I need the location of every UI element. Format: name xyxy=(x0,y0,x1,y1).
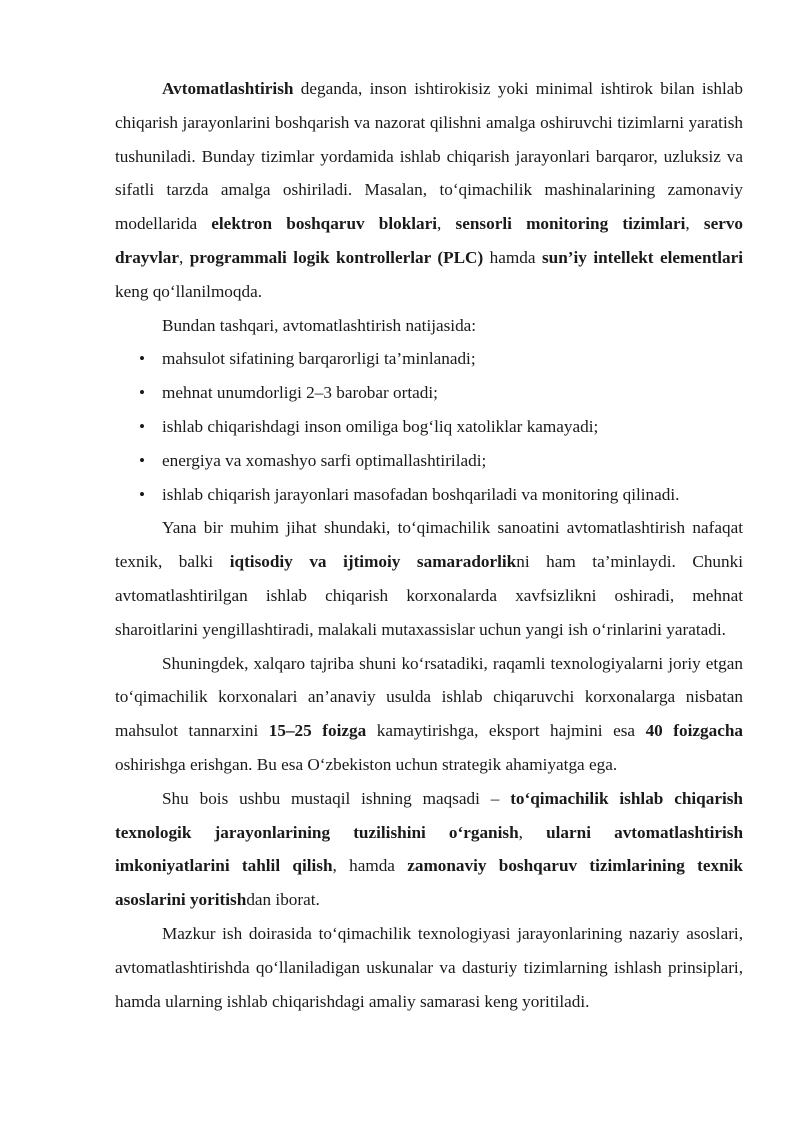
bullet-icon: • xyxy=(139,416,146,436)
bullet-icon: • xyxy=(139,450,146,470)
figure-export-growth: 40 foizgacha xyxy=(645,721,743,741)
paragraph-scope: Mazkur ish doirasida to‘qimachilik texnologiyasi jarayonlarining nazariy asoslari, avtomatlashtirishda qo‘llaniladigan uskunalar va dasturiy tizimlarning ishlash prinsiplari, hamda ularning ishlab chiqarishdagi amaliy samarasi keng yoritiladi. xyxy=(115,923,743,1011)
bullet-icon: • xyxy=(139,484,146,504)
list-item: • energiya va xomashyo sarfi optimallashtiriladi; xyxy=(115,444,743,478)
list-item: • ishlab chiqarishdagi inson omiliga bog‘liq xatoliklar kamayadi; xyxy=(115,410,743,444)
list-item: • mahsulot sifatining barqarorligi ta’minlanadi; xyxy=(115,342,743,376)
term-electronic-control-blocks: elektron boshqaruv bloklari xyxy=(211,214,438,234)
document-body xyxy=(115,72,743,1018)
bullet-icon: • xyxy=(139,349,146,369)
paragraph-goal: Shu bois ushbu mustaqil ishning maqsadi – to‘qimachilik ishlab chiqarish texnologik jarayonlarining tuzilishini o‘rganish, ularni avtomatlashtirish imkoniyatlarini tahlil qilish, hamda zamonaviy boshqaruv tizimlarining texnik asoslarini yoritishdan iborat. xyxy=(115,788,744,910)
paragraph-importance: Yana bir muhim jihat shundaki, to‘qimachilik sanoatini avtomatlashtirish nafaqat texnik, balki iqtisodiy va ijtimoiy samaradorlikni ham ta’minlaydi. Chunki avtomatlashtirilgan ishlab chiqarish korxonalarda xavfsizlikni oshiradi, mehnat sharoitlarini yengillashtiradi, malakali mutaxassislar uchun yangi ish o‘rinlarini yaratadi. xyxy=(115,518,743,639)
term-automation: Avtomatlashtirish xyxy=(162,79,294,98)
list-item: • ishlab chiqarish jarayonlari masofadan boshqariladi va monitoring qilinadi. xyxy=(115,478,743,512)
results-list xyxy=(115,342,743,511)
term-plc: programmali logik kontrollerlar (PLC) xyxy=(189,247,484,267)
figure-cost-reduction: 15–25 foizga xyxy=(268,721,367,741)
term-economic-social-efficiency: iqtisodiy va ijtimoiy samaradorlik xyxy=(229,552,517,572)
goal-technical-foundations: zamonaviy boshqaruv tizimlarining texnik asoslarini yoritish xyxy=(115,856,743,910)
term-ai-elements: sun’iy intellekt elementlari xyxy=(541,247,743,267)
bullet-icon: • xyxy=(139,383,146,403)
paragraph-experience: Shuningdek, xalqaro tajriba shuni ko‘rsatadiki, raqamli texnologiyalarni joriy etgan to‘qimachilik korxonalari an’anaviy usulda ishlab chiqaruvchi korxonalarga nisbatan mahsulot tannarxini 15–25 foizga kamaytirishga, eksport hajmini esa 40 foizgacha oshirishga erishgan. Bu esa O‘zbekiston uchun strategik ahamiyatga ega. xyxy=(115,653,743,774)
goal-analyze-automation: ularni avtomatlashtirish imkoniyatlarini tahlil qilish xyxy=(115,822,744,876)
paragraph-lead: Bundan tashqari, avtomatlashtirish natijasida: xyxy=(162,315,477,335)
goal-study-structure: to‘qimachilik ishlab chiqarish texnologik jarayonlarining tuzilishini o‘rganish xyxy=(115,788,743,842)
paragraph-intro: Avtomatlashtirish deganda, inson ishtirokisiz yoki minimal ishtirok bilan ishlab chiqarish jarayonlarini boshqarish va nazorat qilishni amalga oshiruvchi tizimlarni yaratish tushuniladi. Bunday tizimlar yordamida ishlab chiqarish jarayonlari barqaror, uzluksiz va sifatli tarzda amalga oshiriladi. Masalan, to‘qimachilik mashinalarining zamonaviy modellarida elektron boshqaruv bloklari, sensorli monitoring tizimlari, servo drayvlar, programmali logik kontrollerlar (PLC) hamda sun’iy intellekt elementlari keng qo‘llanilmoqda. xyxy=(115,79,744,301)
term-servo-drives: servo drayvlar xyxy=(115,214,744,267)
list-item: • mehnat unumdorligi 2–3 barobar ortadi; xyxy=(115,376,743,410)
term-sensor-monitoring: sensorli monitoring tizimlari xyxy=(455,214,686,234)
